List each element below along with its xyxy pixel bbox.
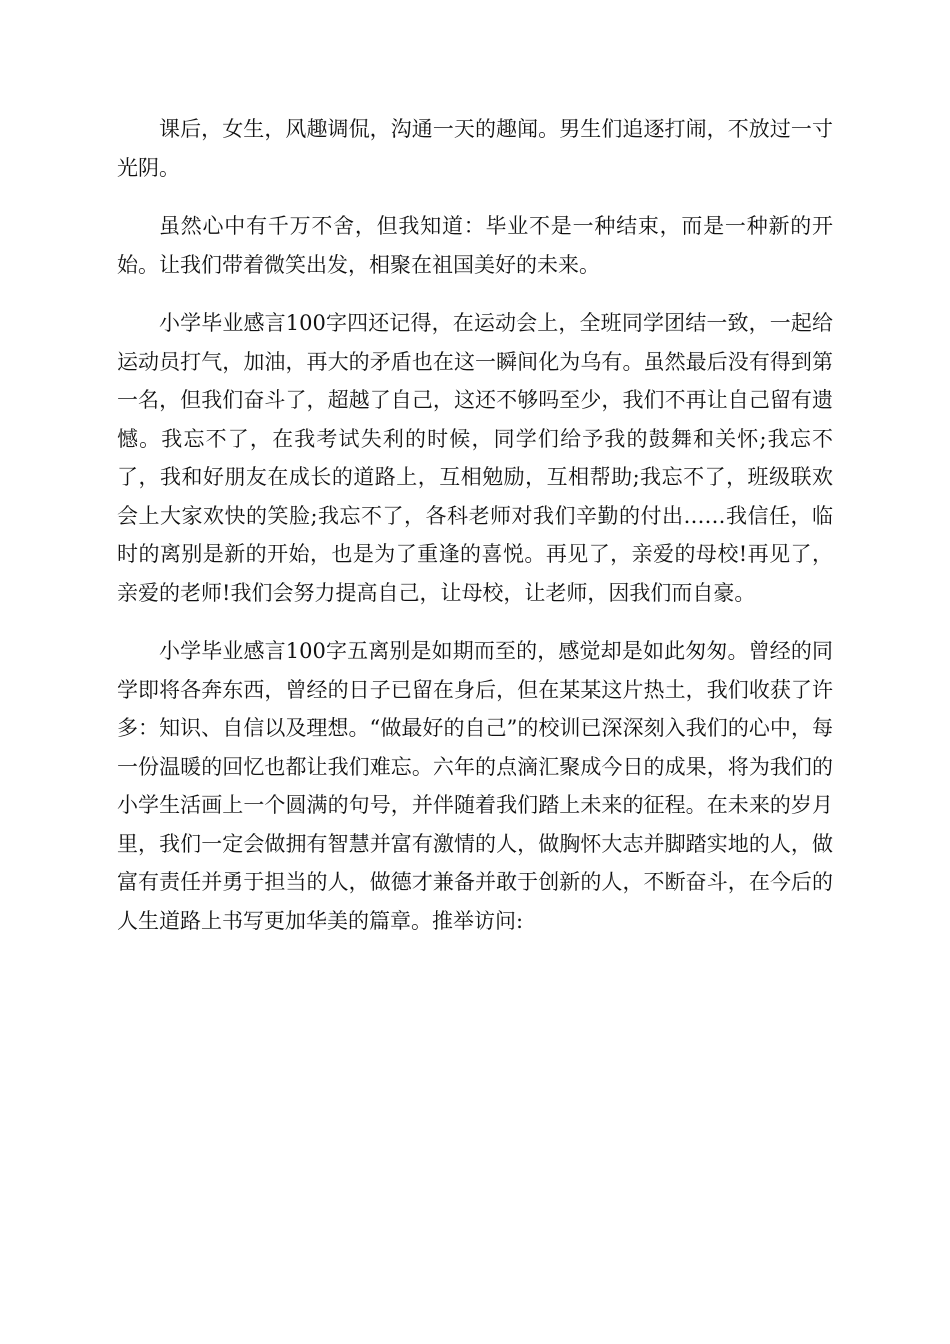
paragraph-graduation-start: 虽然心中有千万不舍，但我知道：毕业不是一种结束，而是一种新的开始。让我们带着微笑出发，相聚在祖国美好的未来。 [117, 214, 833, 277]
document-body [117, 110, 833, 960]
paragraph-speech-five: 小学毕业感言100字五离别是如期而至的，感觉却是如此匆匆。曾经的同学即将各奔东西，曾经的日子已留在身后，但在某某这片热土，我们收获了许多：知识、自信以及理想。“做最好的自己”的校训已深深刻入我们的心中，每一份温暖的回忆也都让我们难忘。六年的点滴汇聚成今日的成果，将为我们的小学生活画上一个圆满的句号，并伴随着我们踏上未来的征程。在未来的岁月里，我们一定会做拥有智慧并富有激情的人，做胸怀大志并脚踏实地的人，做富有责任并勇于担当的人，做德才兼备并敢于创新的人，不断奋斗，在今后的人生道路上书写更加华美的篇章。推举访问: [117, 639, 833, 933]
paragraph-speech-four: 小学毕业感言100字四还记得，在运动会上，全班同学团结一致，一起给运动员打气，加油，再大的矛盾也在这一瞬间化为乌有。虽然最后没有得到第一名，但我们奋斗了，超越了自己，这还不够吗至少，我们不再让自己留有遗憾。我忘不了，在我考试失利的时候，同学们给予我的鼓舞和关怀;我忘不了，我和好朋友在成长的道路上，互相勉励，互相帮助;我忘不了，班级联欢会上大家欢快的笑脸;我忘不了，各科老师对我们辛勤的付出……我信任，临时的离别是新的开始，也是为了重逢的喜悦。再见了，亲爱的母校!再见了，亲爱的老师!我们会努力提高自己，让母校，让老师，因我们而自豪。 [117, 311, 833, 605]
paragraph-after-class: 课后，女生，风趣调侃，沟通一天的趣闻。男生们追逐打闹，不放过一寸光阴。 [117, 117, 833, 180]
